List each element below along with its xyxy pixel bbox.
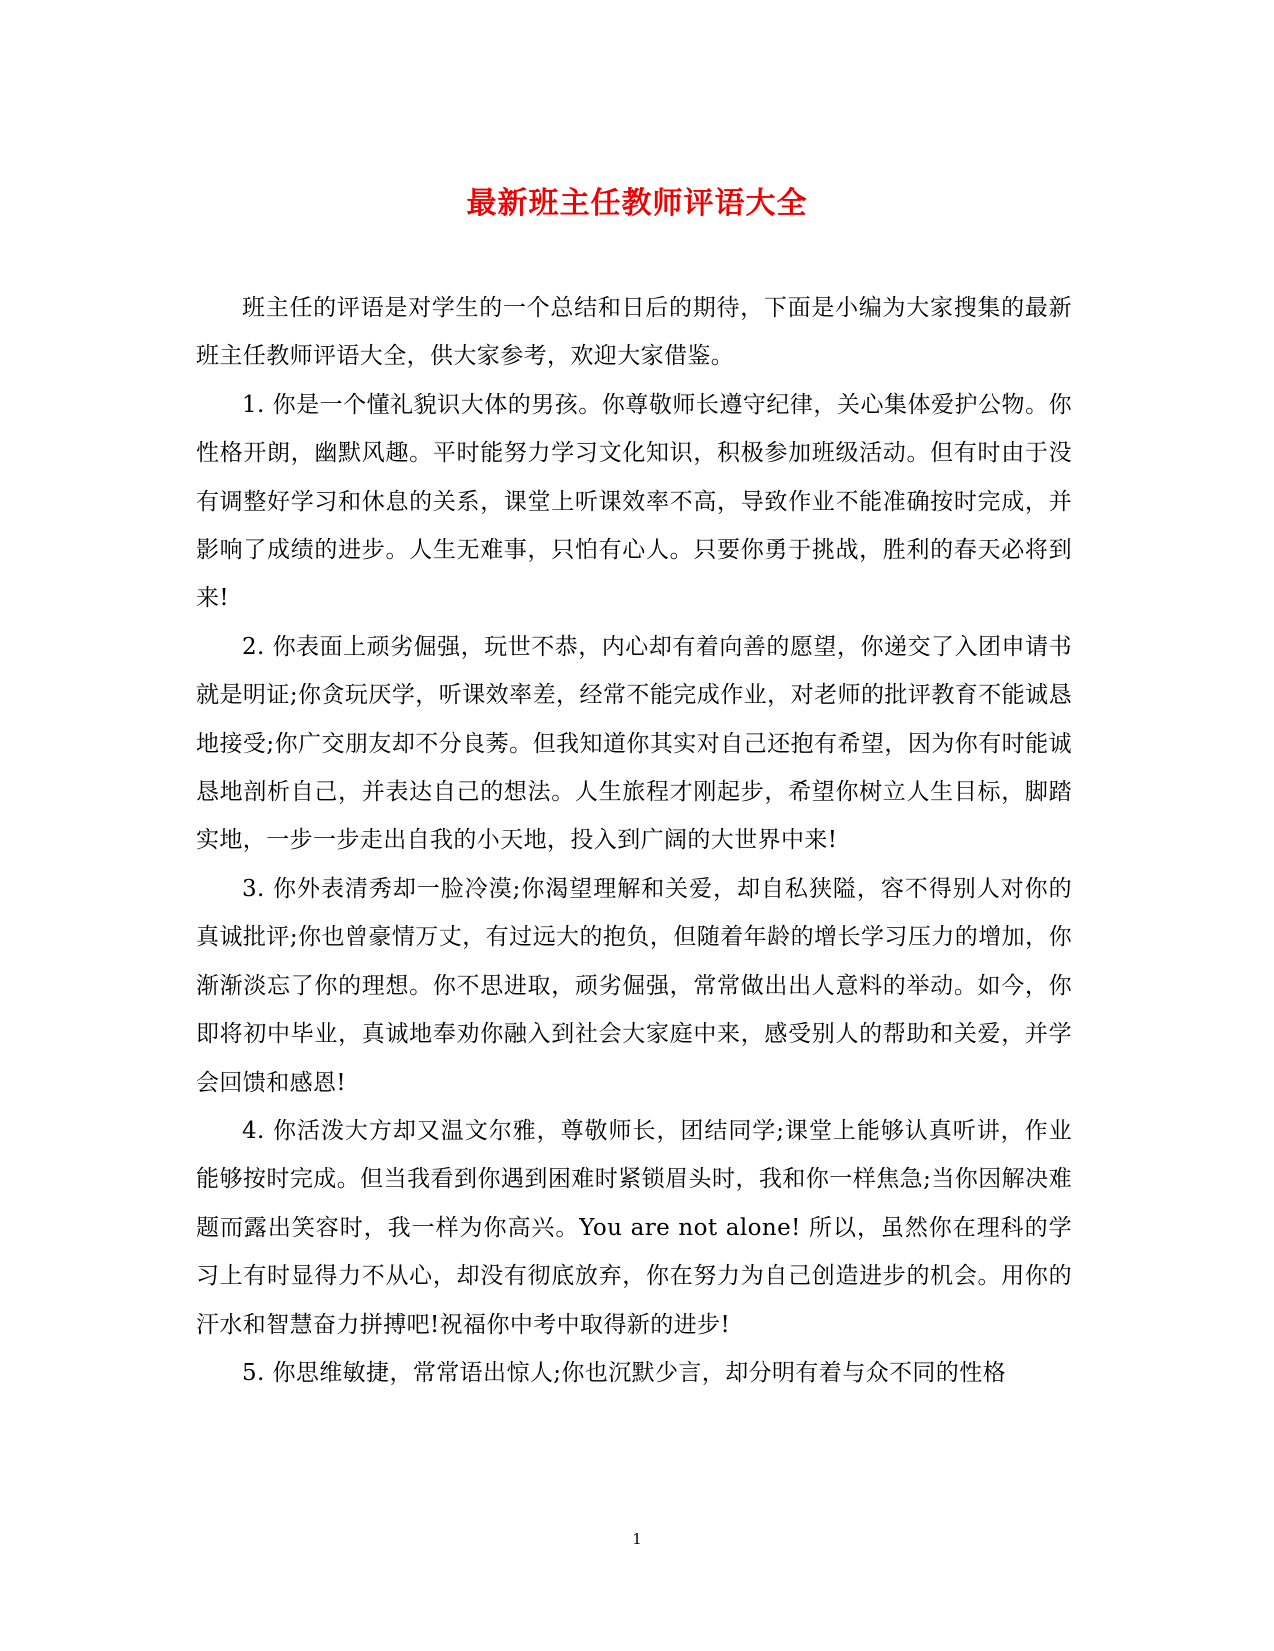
document-body	[196, 284, 1072, 1397]
page-number: 1	[632, 1530, 642, 1548]
comment-paragraph-3: 3. 你外表清秀却一脸冷漠;你渴望理解和关爱，却自私狭隘，容不得别人对你的真诚批评;你也曾豪情万丈，有过远大的抱负，但随着年龄的增长学习压力的增加，你渐渐淡忘了你的理想。你不思进取，顽劣倔强，常常做出出人意料的举动。如今，你即将初中毕业，真诚地奉劝你融入到社会大家庭中来，感受别人的帮助和关爱，并学会回馈和感恩!	[196, 875, 1072, 1096]
document-title: 最新班主任教师评语大全	[466, 186, 808, 221]
comment-paragraph-1: 1. 你是一个懂礼貌识大体的男孩。你尊敬师长遵守纪律，关心集体爱护公物。你性格开朗，幽默风趣。平时能努力学习文化知识，积极参加班级活动。但有时由于没有调整好学习和休息的关系，课堂上听课效率不高，导致作业不能准确按时完成，并影响了成绩的进步。人生无难事，只怕有心人。只要你勇于挑战，胜利的春天必将到来!	[196, 391, 1072, 612]
comment-paragraph-5: 5. 你思维敏捷，常常语出惊人;你也沉默少言，却分明有着与众不同的性格	[242, 1359, 1007, 1386]
intro-paragraph: 班主任的评语是对学生的一个总结和日后的期待，下面是小编为大家搜集的最新班主任教师评语大全，供大家参考，欢迎大家借鉴。	[196, 295, 1072, 370]
comment-paragraph-4: 4. 你活泼大方却又温文尔雅，尊敬师长，团结同学;课堂上能够认真听讲，作业能够按时完成。但当我看到你遇到困难时紧锁眉头时，我和你一样焦急;当你因解决难题而露出笑容时，我一样为你高兴。You are not alone! 所以，虽然你在理科的学习上有时显得力不从心，却没有彻底放弃，你在努力为自己创造进步的机会。用你的汗水和智慧奋力拼搏吧!祝福你中考中取得新的进步!	[196, 1117, 1072, 1338]
comment-paragraph-2: 2. 你表面上顽劣倔强，玩世不恭，内心却有着向善的愿望，你递交了入团申请书就是明证;你贪玩厌学，听课效率差，经常不能完成作业，对老师的批评教育不能诚恳地接受;你广交朋友却不分良莠。但我知道你其实对自己还抱有希望，因为你有时能诚恳地剖析自己，并表达自己的想法。人生旅程才刚起步，希望你树立人生目标，脚踏实地，一步一步走出自我的小天地，投入到广阔的大世界中来!	[196, 633, 1072, 854]
